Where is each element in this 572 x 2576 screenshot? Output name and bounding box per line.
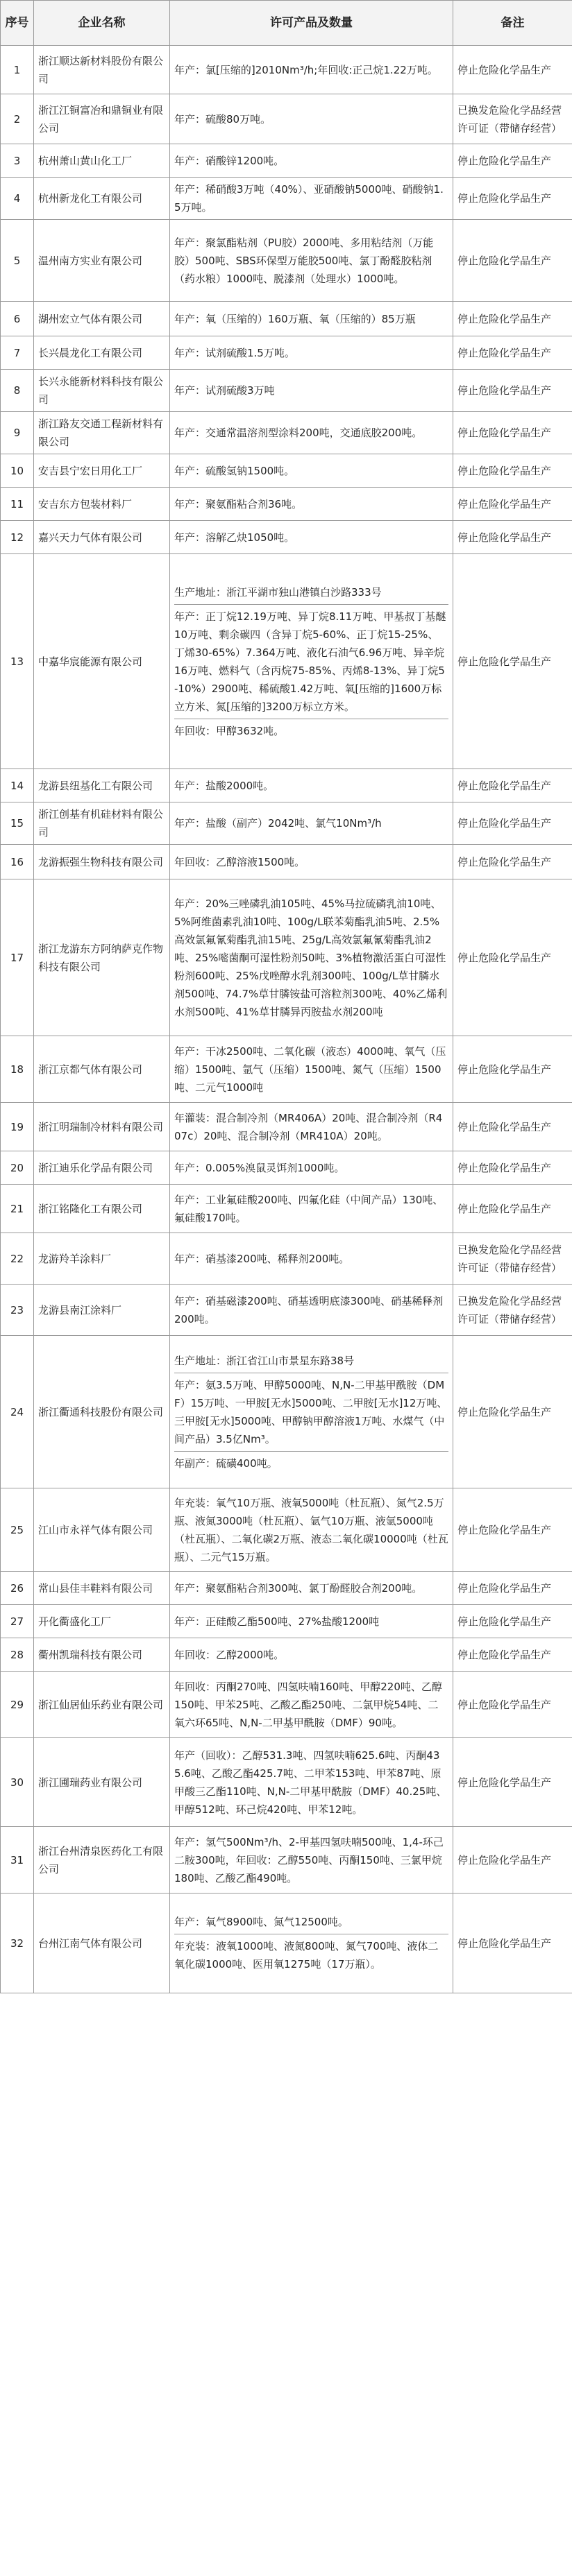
company-name: 龙游县纽基化工有限公司 bbox=[34, 769, 170, 802]
license-products bbox=[170, 845, 453, 879]
company-name: 江山市永祥气体有限公司 bbox=[34, 1488, 170, 1572]
license-line: 年产：聚氯酯粘剂（PU胶）2000吨、多用粘结剂（万能胶）500吨、SBS环保型万能胶500吨、氯丁酚醛胶粘剂（药水粮）1000吨、脱漆剂（处理水）1000吨。 bbox=[174, 236, 434, 285]
row-number: 29 bbox=[1, 1672, 34, 1738]
remark: 停止危险化学品生产 bbox=[453, 336, 572, 370]
row-number: 24 bbox=[1, 1336, 34, 1488]
license-products bbox=[170, 412, 453, 454]
license-line: 年灌装：混合制冷剂（MR406A）20吨、混合制冷剂（R407c）20吨、混合制冷剂（MR410A）20吨。 bbox=[174, 1111, 443, 1142]
license-products bbox=[170, 1285, 453, 1336]
row-number: 28 bbox=[1, 1638, 34, 1672]
license-line: 年产：0.005%溴鼠灵饵剂1000吨。 bbox=[174, 1161, 345, 1174]
table-row bbox=[1, 488, 572, 521]
row-number: 9 bbox=[1, 412, 34, 454]
company-name: 浙江龙游东方阿纳萨克作物科技有限公司 bbox=[34, 879, 170, 1036]
company-name: 龙游振强生物科技有限公司 bbox=[34, 845, 170, 879]
license-line: 年产：聚氨酯粘合剂36吨。 bbox=[174, 497, 303, 510]
remark: 停止危险化学品生产 bbox=[453, 1605, 572, 1638]
license-products bbox=[170, 94, 453, 144]
table-row bbox=[1, 1738, 572, 1827]
license-products bbox=[170, 1738, 453, 1827]
row-number: 19 bbox=[1, 1103, 34, 1151]
remark: 停止危险化学品生产 bbox=[453, 1151, 572, 1185]
table-row bbox=[1, 1605, 572, 1638]
license-line: 年产：硝基漆200吨、稀释剂200吨。 bbox=[174, 1252, 350, 1265]
remark: 已换发危险化学品经营许可证（带储存经营） bbox=[453, 94, 572, 144]
row-number: 3 bbox=[1, 144, 34, 178]
row-number: 17 bbox=[1, 879, 34, 1036]
remark: 停止危险化学品生产 bbox=[453, 1672, 572, 1738]
header-note: 备注 bbox=[453, 1, 572, 46]
company-name: 长兴晨龙化工有限公司 bbox=[34, 336, 170, 370]
license-line: 年产：氨3.5万吨、甲醇5000吨、N,N-二甲基甲酰胺（DMF）15万吨、一甲胺[无水]5000吨、二甲胺[无水]12万吨、三甲胺[无水]5000吨、甲醇钠甲醇溶液1万吨、水煤气（中间产品）3.5亿Nm³。 bbox=[174, 1373, 448, 1452]
license-products bbox=[170, 769, 453, 802]
license-products bbox=[170, 1638, 453, 1672]
table-row bbox=[1, 1285, 572, 1336]
header-row bbox=[1, 1, 572, 46]
table-row bbox=[1, 1488, 572, 1572]
license-line: 年产：溶解乙炔1050吨。 bbox=[174, 531, 295, 544]
table-row bbox=[1, 769, 572, 802]
company-name: 安吉东方包装材料厂 bbox=[34, 488, 170, 521]
table-row bbox=[1, 144, 572, 178]
remark: 停止危险化学品生产 bbox=[453, 220, 572, 302]
table-row bbox=[1, 1151, 572, 1185]
company-name: 浙江圃瑞药业有限公司 bbox=[34, 1738, 170, 1827]
row-number: 11 bbox=[1, 488, 34, 521]
table-row bbox=[1, 336, 572, 370]
license-line: 年产：聚氨酯粘合剂300吨、氯丁酚醛胶合剂200吨。 bbox=[174, 1581, 423, 1595]
table-row bbox=[1, 554, 572, 769]
table-row bbox=[1, 1336, 572, 1488]
license-products bbox=[170, 879, 453, 1036]
row-number: 26 bbox=[1, 1572, 34, 1605]
license-line: 年产：试剂硫酸1.5万吨。 bbox=[174, 346, 295, 359]
license-products bbox=[170, 1103, 453, 1151]
table-row bbox=[1, 302, 572, 336]
license-line: 年回收：乙醇2000吨。 bbox=[174, 1648, 285, 1661]
remark: 停止危险化学品生产 bbox=[453, 1827, 572, 1894]
company-name: 长兴永能新材料科技有限公司 bbox=[34, 370, 170, 412]
license-line: 年产：硝基磁漆200吨、硝基透明底漆300吨、硝基稀释剂200吨。 bbox=[174, 1294, 444, 1325]
row-number: 10 bbox=[1, 454, 34, 488]
row-number: 2 bbox=[1, 94, 34, 144]
license-products bbox=[170, 488, 453, 521]
company-name: 浙江江铜富冶和鼎铜业有限公司 bbox=[34, 94, 170, 144]
row-number: 27 bbox=[1, 1605, 34, 1638]
remark: 停止危险化学品生产 bbox=[453, 178, 572, 220]
company-name: 安吉县宁宏日用化工厂 bbox=[34, 454, 170, 488]
remark: 停止危险化学品生产 bbox=[453, 1336, 572, 1488]
table-row bbox=[1, 845, 572, 879]
remark: 停止危险化学品生产 bbox=[453, 412, 572, 454]
company-name: 浙江明瑞制冷材料有限公司 bbox=[34, 1103, 170, 1151]
remark: 停止危险化学品生产 bbox=[453, 845, 572, 879]
company-name: 浙江京都气体有限公司 bbox=[34, 1036, 170, 1103]
license-line: 年产：硝酸锌1200吨。 bbox=[174, 154, 285, 167]
table-row bbox=[1, 454, 572, 488]
remark: 停止危险化学品生产 bbox=[453, 1638, 572, 1672]
license-products bbox=[170, 554, 453, 769]
table-row bbox=[1, 521, 572, 554]
table-row bbox=[1, 879, 572, 1036]
company-name: 温州南方实业有限公司 bbox=[34, 220, 170, 302]
license-line: 生产地址：浙江平湖市独山港镇白沙路333号 bbox=[174, 581, 448, 605]
license-line: 年产：盐酸2000吨。 bbox=[174, 779, 274, 792]
row-number: 18 bbox=[1, 1036, 34, 1103]
company-name: 浙江仙居仙乐药业有限公司 bbox=[34, 1672, 170, 1738]
table-row bbox=[1, 178, 572, 220]
remark: 停止危险化学品生产 bbox=[453, 1738, 572, 1827]
license-line: 年产：干冰2500吨、二氧化碳（液态）4000吨、氧气（压缩）1500吨、氩气（压缩）1500吨、氮气（压缩）1500吨、二元气1000吨 bbox=[174, 1045, 446, 1094]
remark: 停止危险化学品生产 bbox=[453, 144, 572, 178]
license-line: 年产：20%三唑磷乳油105吨、45%马拉硫磷乳油10吨、5%阿维菌素乳油10吨、100g/L联苯菊酯乳油5吨、2.5%高效氯氟氰菊酯乳油15吨、25g/L高效氯氟氰菊酯乳油2吨、25%嘧菌酮可湿性粉剂50吨、3%植物激活蛋白可湿性粉剂600吨、25%戊唑醇水乳剂300吨、100g/L草甘膦水剂500吨、74.7%草甘膦铵盐可溶粒剂300吨、40%乙烯利水剂500吨、41%草甘膦异丙胺盐水剂200吨 bbox=[174, 897, 448, 1018]
company-name: 浙江铭隆化工有限公司 bbox=[34, 1185, 170, 1233]
license-line: 年产：氢气500Nm³/h、2-甲基四氢呋喃500吨、1,4-环己二胺300吨，年回收：乙醇550吨、丙酮150吨、三氯甲烷180吨、乙酸乙酯490吨。 bbox=[174, 1835, 444, 1884]
row-number: 6 bbox=[1, 302, 34, 336]
license-line: 年产：正丁烷12.19万吨、异丁烷8.11万吨、甲基叔丁基醚10万吨、剩余碳四（含异丁烷5-60%、正丁烷15-25%、丁烯30-65%）7.364万吨、液化石油气6.96万吨、异辛烷16万吨、燃料气（含丙烷75-85%、丙烯8-13%、异丁烷5-10%）2900吨、稀硫酸1.42万吨、氧[压缩的]1600万标立方米、氮[压缩的]3200万标立方米。 bbox=[174, 605, 448, 719]
company-name: 衢州凯瑞科技有限公司 bbox=[34, 1638, 170, 1672]
table-row bbox=[1, 1572, 572, 1605]
license-line: 年产：试剂硫酸3万吨 bbox=[174, 384, 275, 397]
license-products bbox=[170, 370, 453, 412]
row-number: 31 bbox=[1, 1827, 34, 1894]
license-line: 年产（回收）：乙醇531.3吨、四氢呋喃625.6吨、丙酮435.6吨、乙酸乙酯425.7吨、二甲苯153吨、甲苯87吨、原甲酸三乙酯110吨、N,N-二甲基甲酰胺（DMF）40.25吨、甲醇512吨、环己烷420吨、甲苯12吨。 bbox=[174, 1749, 447, 1816]
remark: 已换发危险化学品经营许可证（带储存经营） bbox=[453, 1285, 572, 1336]
license-line: 年产：氧气8900吨、氮气12500吨。 bbox=[174, 1910, 448, 1934]
remark: 停止危险化学品生产 bbox=[453, 1894, 572, 1993]
license-products bbox=[170, 1233, 453, 1285]
license-products bbox=[170, 1336, 453, 1488]
table-row bbox=[1, 1672, 572, 1738]
company-name: 浙江台州清泉医药化工有限公司 bbox=[34, 1827, 170, 1894]
license-products bbox=[170, 302, 453, 336]
table-row bbox=[1, 1233, 572, 1285]
table-row bbox=[1, 220, 572, 302]
license-products bbox=[170, 454, 453, 488]
header-no: 序号 bbox=[1, 1, 34, 46]
license-line: 年回收：乙醇溶液1500吨。 bbox=[174, 855, 305, 868]
row-number: 21 bbox=[1, 1185, 34, 1233]
license-line: 年产：工业氟硅酸200吨、四氟化硅（中间产品）130吨、氟硅酸170吨。 bbox=[174, 1193, 444, 1224]
company-name: 龙游县南江涂料厂 bbox=[34, 1285, 170, 1336]
remark: 停止危险化学品生产 bbox=[453, 1185, 572, 1233]
row-number: 12 bbox=[1, 521, 34, 554]
license-line: 年产：硫酸80万吨。 bbox=[174, 112, 271, 126]
company-name: 台州江南气体有限公司 bbox=[34, 1894, 170, 1993]
remark: 停止危险化学品生产 bbox=[453, 46, 572, 94]
remark: 停止危险化学品生产 bbox=[453, 1572, 572, 1605]
table-row bbox=[1, 412, 572, 454]
row-number: 14 bbox=[1, 769, 34, 802]
license-products bbox=[170, 1151, 453, 1185]
remark: 已换发危险化学品经营许可证（带储存经营） bbox=[453, 1233, 572, 1285]
remark: 停止危险化学品生产 bbox=[453, 1488, 572, 1572]
remark: 停止危险化学品生产 bbox=[453, 1036, 572, 1103]
license-products bbox=[170, 1488, 453, 1572]
row-number: 32 bbox=[1, 1894, 34, 1993]
license-products bbox=[170, 46, 453, 94]
remark: 停止危险化学品生产 bbox=[453, 454, 572, 488]
license-line: 年产：硫酸氢钠1500吨。 bbox=[174, 464, 295, 477]
row-number: 1 bbox=[1, 46, 34, 94]
license-products bbox=[170, 1185, 453, 1233]
remark: 停止危险化学品生产 bbox=[453, 521, 572, 554]
license-line: 年充装：氧气10万瓶、液氧5000吨（杜瓦瓶）、氮气2.5万瓶、液氮3000吨（杜瓦瓶）、氩气10万瓶、液氩5000吨（杜瓦瓶）、二氧化碳2万瓶、液态二氧化碳10000吨（杜瓦瓶）、二元气15万瓶。 bbox=[174, 1496, 448, 1563]
row-number: 4 bbox=[1, 178, 34, 220]
license-products bbox=[170, 144, 453, 178]
license-products bbox=[170, 1672, 453, 1738]
company-name: 浙江顺达新材料股份有限公司 bbox=[34, 46, 170, 94]
row-number: 16 bbox=[1, 845, 34, 879]
company-name: 浙江路友交通工程新材料有限公司 bbox=[34, 412, 170, 454]
license-line: 年产：氯[压缩的]2010Nm³/h;年回收:正己烷1.22万吨。 bbox=[174, 63, 438, 76]
license-products bbox=[170, 220, 453, 302]
table-row bbox=[1, 1827, 572, 1894]
row-number: 20 bbox=[1, 1151, 34, 1185]
company-name: 浙江迪乐化学品有限公司 bbox=[34, 1151, 170, 1185]
table-row bbox=[1, 94, 572, 144]
license-line: 年产：盐酸（副产）2042吨、氯气10Nm³/h bbox=[174, 817, 382, 830]
license-line: 年产：交通常温溶剂型涂料200吨，交通底胶200吨。 bbox=[174, 427, 423, 439]
remark: 停止危险化学品生产 bbox=[453, 302, 572, 336]
license-line: 年产：氧（压缩的）160万瓶、氧（压缩的）85万瓶 bbox=[174, 312, 416, 325]
remark: 停止危险化学品生产 bbox=[453, 1103, 572, 1151]
table-row bbox=[1, 1894, 572, 1993]
company-name: 杭州新龙化工有限公司 bbox=[34, 178, 170, 220]
table-row bbox=[1, 370, 572, 412]
company-name: 嘉兴天力气体有限公司 bbox=[34, 521, 170, 554]
table-row bbox=[1, 46, 572, 94]
row-number: 8 bbox=[1, 370, 34, 412]
company-name: 杭州萧山黄山化工厂 bbox=[34, 144, 170, 178]
remark: 停止危险化学品生产 bbox=[453, 802, 572, 845]
company-name: 常山县佳丰鞋料有限公司 bbox=[34, 1572, 170, 1605]
row-number: 25 bbox=[1, 1488, 34, 1572]
remark: 停止危险化学品生产 bbox=[453, 488, 572, 521]
row-number: 5 bbox=[1, 220, 34, 302]
company-name: 浙江衢通科技股份有限公司 bbox=[34, 1336, 170, 1488]
license-line: 年副产：硫磺400吨。 bbox=[174, 1457, 278, 1470]
row-number: 22 bbox=[1, 1233, 34, 1285]
license-products bbox=[170, 521, 453, 554]
license-products bbox=[170, 1036, 453, 1103]
table-body bbox=[1, 46, 572, 1993]
company-name: 浙江创基有机硅材料有限公司 bbox=[34, 802, 170, 845]
table-row bbox=[1, 1638, 572, 1672]
row-number: 30 bbox=[1, 1738, 34, 1827]
license-line: 年回收：甲醇3632吨。 bbox=[174, 724, 285, 737]
company-name: 龙游羚羊涂料厂 bbox=[34, 1233, 170, 1285]
license-line: 年回收：丙酮270吨、四氢呋喃160吨、甲醇220吨、乙醇150吨、甲苯25吨、乙酸乙酯250吨、二氯甲烷54吨、二氧六环65吨、N,N-二甲基甲酰胺（DMF）90吨。 bbox=[174, 1680, 442, 1729]
license-line: 年充装：液氧1000吨、液氮800吨、氮气700吨、液体二氧化碳1000吨、医用氧1275吨（17万瓶）。 bbox=[174, 1940, 439, 1970]
license-products bbox=[170, 336, 453, 370]
row-number: 23 bbox=[1, 1285, 34, 1336]
remark: 停止危险化学品生产 bbox=[453, 370, 572, 412]
remark: 停止危险化学品生产 bbox=[453, 554, 572, 769]
license-products bbox=[170, 178, 453, 220]
header-license: 许可产品及数量 bbox=[170, 1, 453, 46]
table-row bbox=[1, 1036, 572, 1103]
license-products bbox=[170, 1605, 453, 1638]
row-number: 13 bbox=[1, 554, 34, 769]
remark: 停止危险化学品生产 bbox=[453, 769, 572, 802]
license-line: 年产：正硅酸乙酯500吨、27%盐酸1200吨 bbox=[174, 1615, 380, 1628]
table-row bbox=[1, 1103, 572, 1151]
company-name: 湖州宏立气体有限公司 bbox=[34, 302, 170, 336]
license-line: 年产：稀硝酸3万吨（40%）、亚硝酸钠5000吨、硝酸钠1.5万吨。 bbox=[174, 183, 444, 214]
license-products bbox=[170, 1894, 453, 1993]
license-products bbox=[170, 1572, 453, 1605]
license-products bbox=[170, 802, 453, 845]
row-number: 15 bbox=[1, 802, 34, 845]
company-name: 开化衢盛化工厂 bbox=[34, 1605, 170, 1638]
table-row bbox=[1, 802, 572, 845]
row-number: 7 bbox=[1, 336, 34, 370]
header-company: 企业名称 bbox=[34, 1, 170, 46]
license-products bbox=[170, 1827, 453, 1894]
table-row bbox=[1, 1185, 572, 1233]
license-line: 生产地址：浙江省江山市景星东路38号 bbox=[174, 1349, 448, 1373]
remark: 停止危险化学品生产 bbox=[453, 879, 572, 1036]
company-name: 中嘉华宸能源有限公司 bbox=[34, 554, 170, 769]
